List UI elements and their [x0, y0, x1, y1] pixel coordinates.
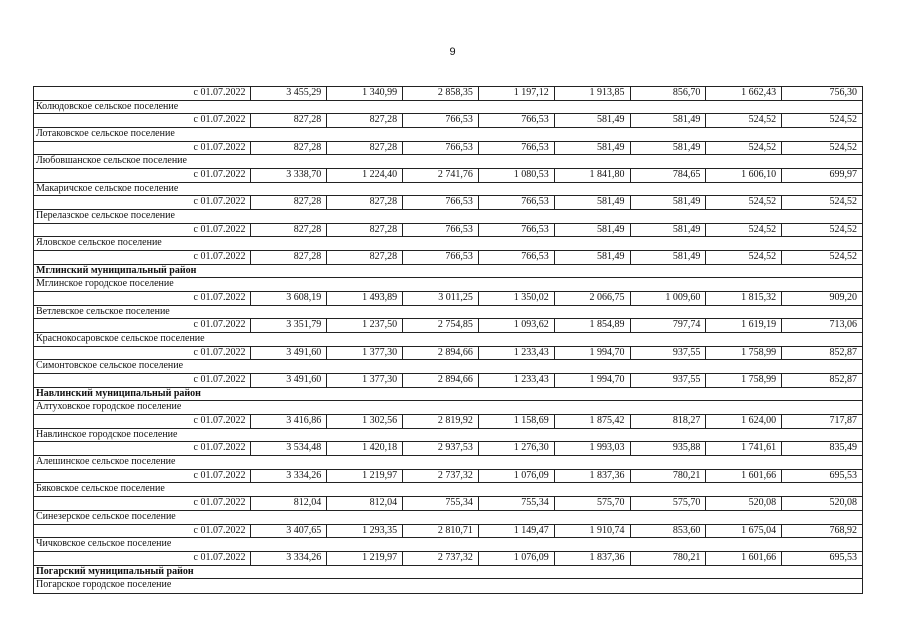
effective-date-cell: с 01.07.2022: [34, 470, 251, 483]
tariff-value-cell: 699,97: [829, 169, 857, 181]
settlement-name-row: Бяковское сельское поселение: [34, 483, 862, 497]
effective-date-cell: с 01.07.2022: [34, 251, 251, 264]
tariff-value-cell: 827,28: [251, 114, 327, 127]
table-row: [34, 224, 862, 238]
tariff-value-cell: 717,87: [829, 415, 857, 427]
district-heading-row: Погарский муниципальный район: [34, 566, 862, 580]
tariff-value-cell: 1 662,43: [706, 87, 782, 100]
tariff-value-cell: 1 149,47: [479, 525, 555, 538]
tariff-value-cell: 1 276,30: [479, 442, 555, 455]
effective-date-cell: с 01.07.2022: [34, 319, 251, 332]
tariff-value-cell: 856,70: [631, 87, 707, 100]
settlement-name-row: Чичковское сельское поселение: [34, 538, 862, 552]
tariff-value-cell: 1 994,70: [555, 347, 631, 360]
tariff-value-cell: 1 624,00: [706, 415, 782, 428]
tariff-value-cell: 524,52: [706, 196, 782, 209]
tariff-value-cell: 2 937,53: [403, 442, 479, 455]
tariff-value-cell: 2 066,75: [555, 292, 631, 305]
settlement-name-row: Алтуховское городское поселение: [34, 401, 862, 415]
tariff-value-cell: 2 819,92: [403, 415, 479, 428]
tariff-value-cell: 1 293,35: [327, 525, 403, 538]
tariff-value-cell: 852,87: [829, 374, 857, 386]
tariff-value-cell: 581,49: [631, 114, 707, 127]
tariff-value-cell: 2 737,32: [403, 552, 479, 565]
tariff-value-cell: 766,53: [479, 224, 555, 237]
effective-date-cell: с 01.07.2022: [34, 169, 251, 182]
tariff-value-cell: 784,65: [631, 169, 707, 182]
tariff-value-cell: 827,28: [327, 251, 403, 264]
tariff-value-cell: 780,21: [631, 552, 707, 565]
tariff-value-cell: 1 233,43: [479, 347, 555, 360]
tariff-value-cell: 1 875,42: [555, 415, 631, 428]
district-heading-row: Навлинский муниципальный район: [34, 388, 862, 402]
effective-date-cell: с 01.07.2022: [34, 374, 251, 387]
tariff-value-cell: 1 233,43: [479, 374, 555, 387]
table-row: [34, 347, 862, 361]
tariff-value-cell: 3 455,29: [251, 87, 327, 100]
settlement-name-row: Навлинское городское поселение: [34, 429, 862, 443]
effective-date-cell: с 01.07.2022: [34, 87, 251, 100]
tariff-value-cell: 2 894,66: [403, 347, 479, 360]
tariff-value-cell: 1 606,10: [706, 169, 782, 182]
table-row: [34, 497, 862, 511]
tariff-value-cell: 524,52: [829, 223, 857, 235]
tariff-value-cell: 768,92: [829, 524, 857, 536]
settlement-name-row: Любовшанское сельское поселение: [34, 155, 862, 169]
tariff-value-cell: 780,21: [631, 470, 707, 483]
tariff-value-cell: 3 334,26: [251, 552, 327, 565]
settlement-name-row: Симонтовское сельское поселение: [34, 360, 862, 374]
table-row: [34, 251, 862, 265]
tariff-value-cell: 766,53: [403, 142, 479, 155]
tariff-value-cell: 520,08: [706, 497, 782, 510]
tariff-value-cell: 1 420,18: [327, 442, 403, 455]
tariff-value-cell: 2 858,35: [403, 87, 479, 100]
tariff-value-cell: 524,52: [706, 224, 782, 237]
tariff-value-cell: 3 351,79: [251, 319, 327, 332]
tariff-value-cell: 827,28: [327, 196, 403, 209]
tariff-value-cell: 766,53: [403, 251, 479, 264]
effective-date-cell: с 01.07.2022: [34, 224, 251, 237]
tariff-value-cell: 1 219,97: [327, 552, 403, 565]
tariff-value-cell: 1 815,32: [706, 292, 782, 305]
tariff-value-cell: 1 758,99: [706, 347, 782, 360]
tariff-value-cell: 581,49: [555, 142, 631, 155]
tariff-value-cell: 3 534,48: [251, 442, 327, 455]
tariff-value-cell: 3 491,60: [251, 347, 327, 360]
tariff-value-cell: 827,28: [327, 142, 403, 155]
tariff-value-cell: 1 675,04: [706, 525, 782, 538]
tariff-value-cell: 524,52: [829, 251, 857, 263]
tariff-value-cell: 812,04: [251, 497, 327, 510]
tariff-value-cell: 695,53: [829, 551, 857, 563]
settlement-name-row: Погарское городское поселение: [36, 579, 172, 591]
tariff-value-cell: 1 493,89: [327, 292, 403, 305]
effective-date-cell: с 01.07.2022: [34, 114, 251, 127]
tariff-value-cell: 3 416,86: [251, 415, 327, 428]
effective-date-cell: с 01.07.2022: [34, 292, 251, 305]
tariff-value-cell: 1 993,03: [555, 442, 631, 455]
tariff-value-cell: 937,55: [631, 347, 707, 360]
settlement-name-row: Лотаковское сельское поселение: [34, 128, 862, 142]
effective-date-cell: с 01.07.2022: [34, 347, 251, 360]
settlement-name-row: Колюдовское сельское поселение: [34, 101, 862, 115]
table-row: [34, 374, 862, 388]
tariff-value-cell: 1 350,02: [479, 292, 555, 305]
settlement-name-row: Яловское сельское поселение: [34, 237, 862, 251]
tariff-value-cell: 581,49: [631, 224, 707, 237]
effective-date-cell: с 01.07.2022: [34, 415, 251, 428]
effective-date-cell: с 01.07.2022: [34, 552, 251, 565]
tariff-value-cell: 1 377,30: [327, 374, 403, 387]
tariff-value-cell: 1 219,97: [327, 470, 403, 483]
tariff-value-cell: 818,27: [631, 415, 707, 428]
tariff-value-cell: 766,53: [403, 196, 479, 209]
tariff-value-cell: 575,70: [631, 497, 707, 510]
tariff-value-cell: 1 080,53: [479, 169, 555, 182]
tariff-value-cell: 935,88: [631, 442, 707, 455]
tariff-value-cell: 524,52: [829, 196, 857, 208]
tariff-value-cell: 1 758,99: [706, 374, 782, 387]
settlement-name-row: Мглинское городское поселение: [34, 278, 862, 292]
tariff-value-cell: 852,87: [829, 346, 857, 358]
tariff-value-cell: 766,53: [479, 114, 555, 127]
tariff-value-cell: 2 737,32: [403, 470, 479, 483]
table-row: [34, 552, 862, 566]
settlement-name-row: Алешинское сельское поселение: [34, 456, 862, 470]
effective-date-cell: с 01.07.2022: [34, 142, 251, 155]
settlement-name-row: Перелазское сельское поселение: [34, 210, 862, 224]
tariff-value-cell: 1 837,36: [555, 470, 631, 483]
tariff-value-cell: 2 754,85: [403, 319, 479, 332]
tariff-value-cell: 1 619,19: [706, 319, 782, 332]
tariff-value-cell: 581,49: [555, 114, 631, 127]
tariff-value-cell: 1 913,85: [555, 87, 631, 100]
tariff-table: [33, 86, 863, 594]
tariff-value-cell: 1 093,62: [479, 319, 555, 332]
tariff-value-cell: 1 841,80: [555, 169, 631, 182]
settlement-name-row: Макаричское сельское поселение: [34, 183, 862, 197]
tariff-value-cell: 835,49: [829, 442, 857, 454]
effective-date-cell: с 01.07.2022: [34, 196, 251, 209]
tariff-value-cell: 1 910,74: [555, 525, 631, 538]
tariff-value-cell: 827,28: [251, 251, 327, 264]
tariff-value-cell: 1 009,60: [631, 292, 707, 305]
tariff-value-cell: 3 491,60: [251, 374, 327, 387]
tariff-value-cell: 937,55: [631, 374, 707, 387]
table-row: [34, 114, 862, 128]
tariff-value-cell: 1 302,56: [327, 415, 403, 428]
tariff-value-cell: 1 224,40: [327, 169, 403, 182]
tariff-value-cell: 581,49: [555, 251, 631, 264]
tariff-value-cell: 1 076,09: [479, 552, 555, 565]
tariff-value-cell: 1 994,70: [555, 374, 631, 387]
tariff-value-cell: 797,74: [631, 319, 707, 332]
tariff-value-cell: 827,28: [327, 114, 403, 127]
tariff-value-cell: 766,53: [403, 224, 479, 237]
tariff-value-cell: 766,53: [479, 196, 555, 209]
settlement-name-row: Синезерское сельское поселение: [34, 511, 862, 525]
tariff-value-cell: 3 608,19: [251, 292, 327, 305]
tariff-value-cell: 524,52: [706, 114, 782, 127]
table-row: [34, 525, 862, 539]
tariff-value-cell: 581,49: [555, 224, 631, 237]
effective-date-cell: с 01.07.2022: [34, 525, 251, 538]
tariff-value-cell: 524,52: [829, 114, 857, 126]
tariff-value-cell: 853,60: [631, 525, 707, 538]
tariff-value-cell: 1 197,12: [479, 87, 555, 100]
tariff-value-cell: 827,28: [251, 142, 327, 155]
tariff-value-cell: 1 377,30: [327, 347, 403, 360]
tariff-value-cell: 3 407,65: [251, 525, 327, 538]
tariff-value-cell: 1 601,66: [706, 470, 782, 483]
page-number: 9: [449, 46, 456, 58]
tariff-value-cell: 827,28: [251, 196, 327, 209]
settlement-name-row: Краснокосаровское сельское поселение: [34, 333, 862, 347]
effective-date-cell: с 01.07.2022: [34, 442, 251, 455]
tariff-value-cell: 581,49: [631, 196, 707, 209]
tariff-value-cell: 1 340,99: [327, 87, 403, 100]
tariff-value-cell: 581,49: [631, 142, 707, 155]
tariff-value-cell: 755,34: [403, 497, 479, 510]
tariff-value-cell: 1 601,66: [706, 552, 782, 565]
tariff-value-cell: 1 237,50: [327, 319, 403, 332]
table-row: [34, 292, 862, 306]
table-row: [34, 442, 862, 456]
tariff-value-cell: 3 011,25: [403, 292, 479, 305]
tariff-value-cell: 1 741,61: [706, 442, 782, 455]
tariff-value-cell: 695,53: [829, 469, 857, 481]
tariff-value-cell: 755,34: [479, 497, 555, 510]
table-row: [34, 87, 862, 101]
tariff-value-cell: 2 741,76: [403, 169, 479, 182]
table-row: [34, 142, 862, 156]
tariff-value-cell: 520,08: [829, 497, 857, 509]
tariff-value-cell: 909,20: [829, 292, 857, 304]
table-row: [34, 319, 862, 333]
tariff-value-cell: 581,49: [555, 196, 631, 209]
table-row: [34, 415, 862, 429]
tariff-value-cell: 812,04: [327, 497, 403, 510]
table-row: [34, 470, 862, 484]
tariff-value-cell: 1 854,89: [555, 319, 631, 332]
tariff-value-cell: 3 334,26: [251, 470, 327, 483]
tariff-value-cell: 581,49: [631, 251, 707, 264]
tariff-value-cell: 2 810,71: [403, 525, 479, 538]
tariff-value-cell: 827,28: [251, 224, 327, 237]
settlement-name-row: Ветлевское сельское поселение: [34, 306, 862, 320]
table-row: [34, 169, 862, 183]
district-heading-row: Мглинский муниципальный район: [34, 265, 862, 279]
tariff-value-cell: 827,28: [327, 224, 403, 237]
effective-date-cell: с 01.07.2022: [34, 497, 251, 510]
tariff-value-cell: 524,52: [706, 251, 782, 264]
tariff-value-cell: 1 158,69: [479, 415, 555, 428]
tariff-value-cell: 766,53: [479, 142, 555, 155]
tariff-value-cell: 1 076,09: [479, 470, 555, 483]
tariff-value-cell: 575,70: [555, 497, 631, 510]
tariff-value-cell: 1 837,36: [555, 552, 631, 565]
tariff-value-cell: 524,52: [829, 141, 857, 153]
table-row: [34, 196, 862, 210]
tariff-value-cell: 3 338,70: [251, 169, 327, 182]
tariff-value-cell: 524,52: [706, 142, 782, 155]
tariff-value-cell: 766,53: [403, 114, 479, 127]
tariff-value-cell: 713,06: [829, 319, 857, 331]
tariff-value-cell: 766,53: [479, 251, 555, 264]
tariff-value-cell: 756,30: [829, 87, 857, 98]
tariff-value-cell: 2 894,66: [403, 374, 479, 387]
